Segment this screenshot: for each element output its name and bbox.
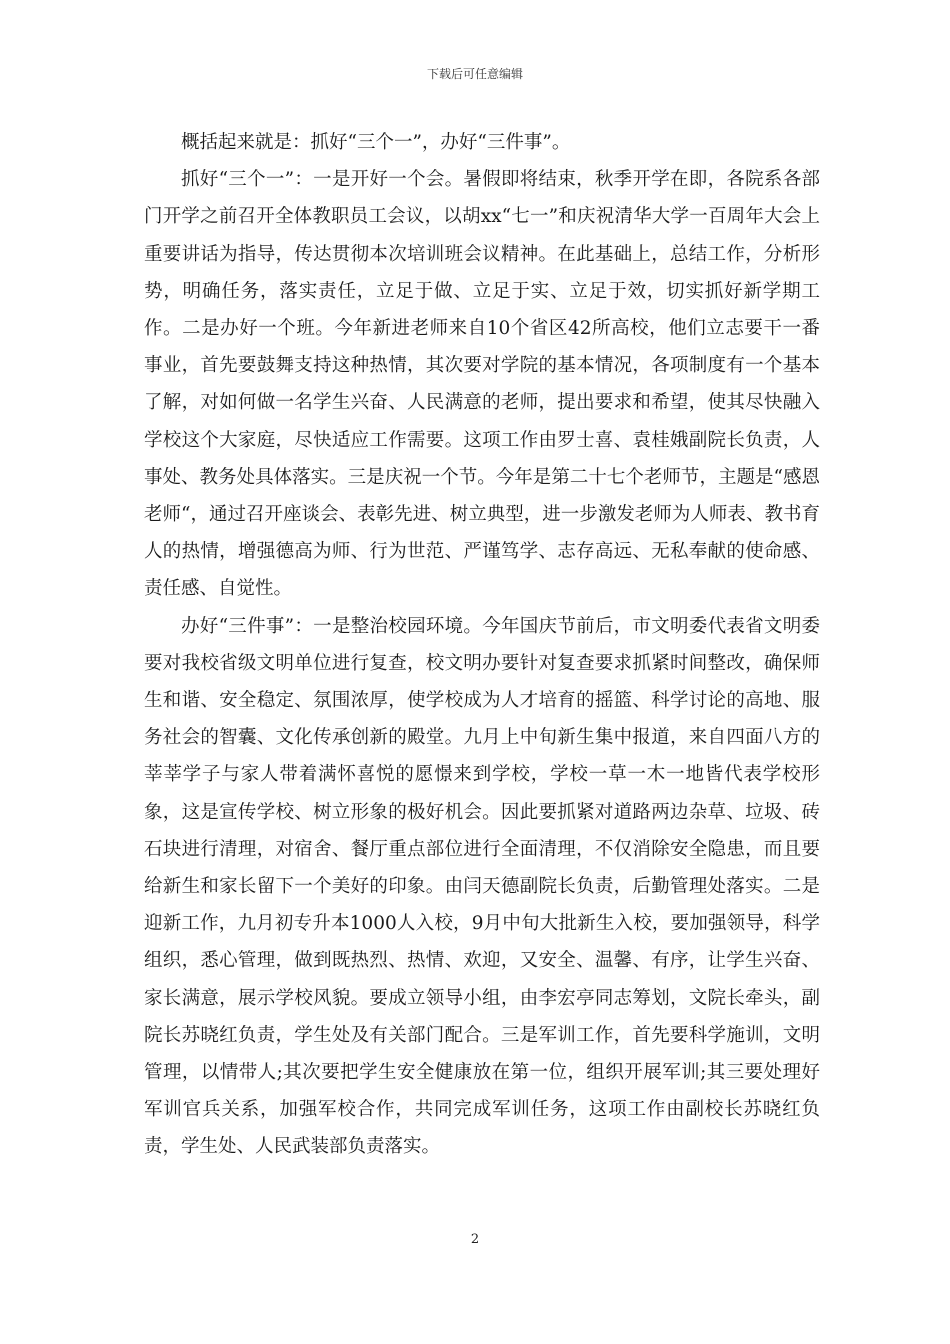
paragraph-three-ones: 抓好“三个一”：一是开好一个会。暑假即将结束，秋季开学在即，各院系各部门开学之前召开全体教职员工会议，以胡xx“七一”和庆祝清华大学一百周年大会上重要讲话为指导，传达贯彻本次培训班会议精神。在此基础上，总结工作，分析形势，明确任务，落实责任，立足于做、立足于实、立足于效，切实抓好新学期工作。二是办好一个班。今年新进老师来自10个省区42所高校，他们立志要干一番事业，首先要鼓舞支持这种热情，其次要对学院的基本情况，各项制度有一个基本了解，对如何做一名学生兴奋、人民满意的老师，提出要求和希望，使其尽快融入学校这个大家庭，尽快适应工作需要。这项工作由罗士喜、袁桂娥副院长负责，人事处、教务处具体落实。三是庆祝一个节。今年是第二十七个老师节，主题是“感恩老师“，通过召开座谈会、表彰先进、树立典型，进一步激发老师为人师表、教书育人的热情，增强德高为师、行为世范、严谨笃学、志存高远、无私奉献的使命感、责任感、自觉性。	[144, 169, 820, 600]
page-header: 下载后可任意编辑	[426, 67, 523, 81]
page-number: 2	[470, 1232, 480, 1247]
paragraph-summary: 概括起来就是：抓好“三个一”，办好“三件事”。	[181, 132, 571, 153]
paragraph-three-things: 办好“三件事”：一是整治校园环境。今年国庆节前后，市文明委代表省文明委要对我校省级文明单位进行复查，校文明办要针对复查要求抓紧时间整改，确保师生和谐、安全稳定、氛围浓厚，使学校成为人才培育的摇篮、科学讨论的高地、服务社会的智囊、文化传承创新的殿堂。九月上中旬新生集中报道，来自四面八方的莘莘学子与家人带着满怀喜悦的愿憬来到学校，学校一草一木一地皆代表学校形象，这是宣传学校、树立形象的极好机会。因此要抓紧对道路两边杂草、垃圾、砖石块进行清理，对宿舍、餐厅重点部位进行全面清理，不仅消除安全隐患，而且要给新生和家长留下一个美好的印象。由闫天德副院长负责，后勤管理处落实。二是迎新工作，九月初专升本1000人入校，9月中旬大批新生入校，要加强领导，科学组织，悉心管理，做到既热烈、热情、欢迎，又安全、温馨、有序，让学生兴奋、家长满意，展示学校风貌。要成立领导小组，由李宏亭同志筹划，文院长牵头，副院长苏晓红负责，学生处及有关部门配合。三是军训工作，首先要科学施训，文明管理，以情带人;其次要把学生安全健康放在第一位，组织开展军训;其三要处理好军训官兵关系，加强军校合作，共同完成军训任务，这项工作由副校长苏晓红负责，学生处、人民武装部负责落实。	[144, 615, 820, 1158]
document-body	[144, 124, 820, 1166]
